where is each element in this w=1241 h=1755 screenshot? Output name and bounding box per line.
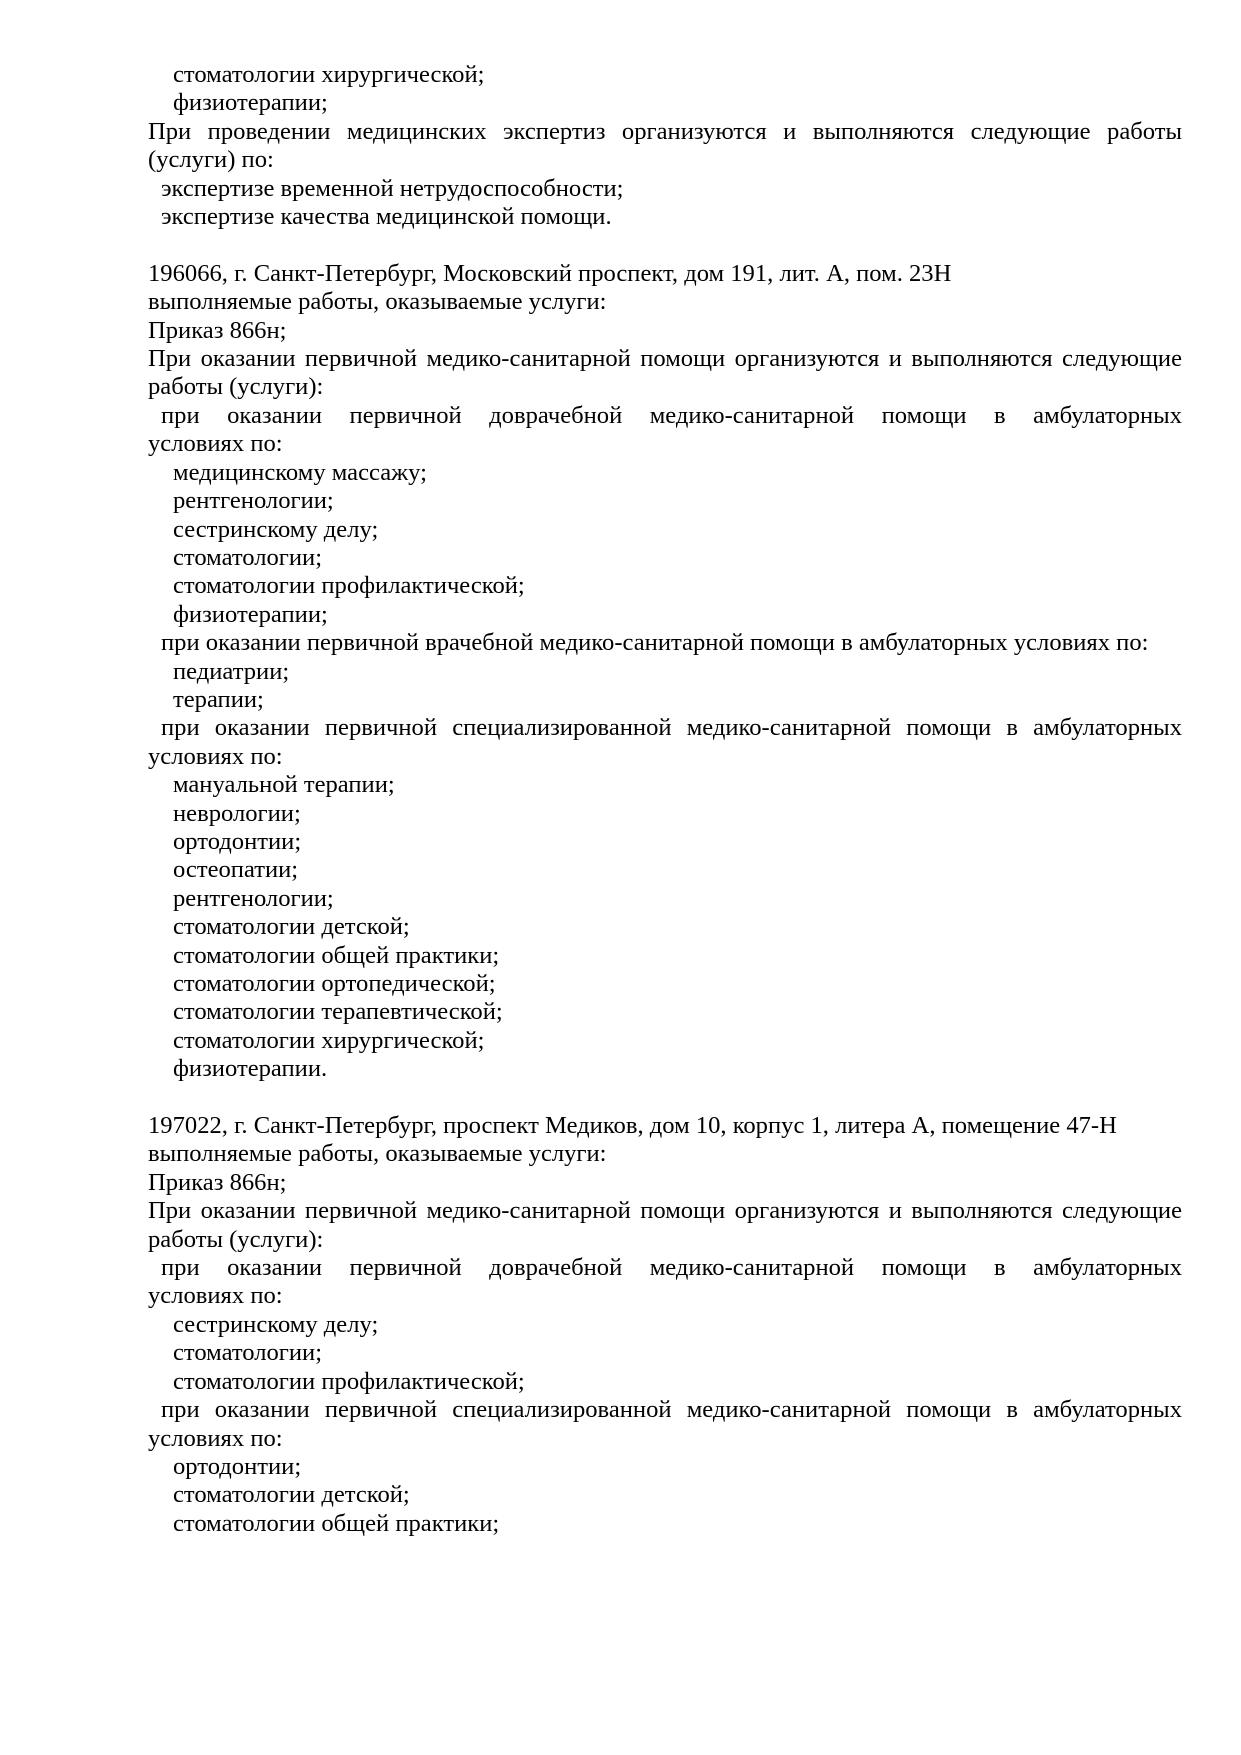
paragraph-line: работы (услуги): bbox=[148, 1225, 324, 1253]
care-type-heading: при оказании первичной доврачебной медико-санитарной помощи в амбулаторных bbox=[161, 401, 1182, 429]
service-item: стоматологии; bbox=[173, 1339, 323, 1367]
paragraph-line: (услуги) по: bbox=[148, 146, 274, 174]
expertise-item: экспертизе качества медицинской помощи. bbox=[161, 203, 612, 231]
service-item: медицинскому массажу; bbox=[173, 458, 427, 486]
section-spacer bbox=[148, 231, 1182, 259]
care-type-heading: условиях по: bbox=[148, 742, 283, 770]
section-address-197022 bbox=[148, 1112, 1182, 1538]
service-item: стоматологии профилактической; bbox=[173, 1367, 525, 1395]
service-item: стоматологии общей практики; bbox=[173, 941, 500, 969]
service-item: ортодонтии; bbox=[173, 827, 302, 855]
service-item: стоматологии ортопедической; bbox=[173, 970, 496, 997]
works-label: выполняемые работы, оказываемые услуги: bbox=[148, 1140, 607, 1168]
service-item: рентгенологии; bbox=[173, 884, 334, 912]
address-heading: 197022, г. Санкт-Петербург, проспект Медиков, дом 10, корпус 1, литера А, помещение 47-Н bbox=[148, 1112, 1117, 1140]
paragraph-line: работы (услуги): bbox=[148, 373, 324, 401]
care-type-heading: при оказании первичной доврачебной медико-санитарной помощи в амбулаторных bbox=[161, 1254, 1182, 1282]
paragraph-line: При оказании первичной медико-санитарной помощи организуются и выполняются следующие bbox=[148, 1197, 1182, 1225]
order-reference: Приказ 866н; bbox=[148, 1168, 287, 1196]
care-type-heading: условиях по: bbox=[148, 1424, 283, 1452]
care-type-heading: при оказании первичной специализированной медико-санитарной помощи в амбулаторных bbox=[161, 714, 1182, 742]
service-item: стоматологии хирургической; bbox=[173, 61, 485, 88]
service-item: физиотерапии; bbox=[173, 89, 328, 117]
section-continuation bbox=[148, 61, 1182, 231]
service-item: стоматологии профилактической; bbox=[173, 572, 525, 600]
address-heading: 196066, г. Санкт-Петербург, Московский проспект, дом 191, лит. А, пом. 23Н bbox=[148, 259, 952, 287]
service-item: ортодонтии; bbox=[173, 1452, 302, 1480]
paragraph-line: При оказании первичной медико-санитарной помощи организуются и выполняются следующие bbox=[148, 345, 1182, 373]
service-item: стоматологии терапевтической; bbox=[173, 998, 503, 1026]
order-reference: Приказ 866н; bbox=[148, 316, 287, 344]
service-item: педиатрии; bbox=[173, 657, 290, 685]
section-address-196066 bbox=[148, 260, 1182, 1084]
service-item: сестринскому делу; bbox=[173, 515, 379, 543]
service-item: мануальной терапии; bbox=[173, 771, 395, 799]
service-item: физиотерапии; bbox=[173, 600, 328, 628]
service-item: терапии; bbox=[173, 685, 264, 713]
care-type-heading: при оказании первичной специализированной медико-санитарной помощи в амбулаторных bbox=[161, 1396, 1182, 1424]
document-page bbox=[148, 61, 1182, 1538]
paragraph-line: При проведении медицинских экспертиз организуются и выполняются следующие работы bbox=[148, 117, 1182, 145]
works-label: выполняемые работы, оказываемые услуги: bbox=[148, 288, 607, 316]
service-item: стоматологии; bbox=[173, 543, 323, 571]
service-item: сестринскому делу; bbox=[173, 1310, 379, 1338]
service-item: остеопатии; bbox=[173, 856, 299, 884]
service-item: стоматологии общей практики; bbox=[173, 1509, 500, 1537]
care-type-heading: условиях по: bbox=[148, 1282, 283, 1310]
section-spacer bbox=[148, 1084, 1182, 1112]
expertise-item: экспертизе временной нетрудоспособности; bbox=[161, 174, 624, 202]
service-item: неврологии; bbox=[173, 799, 301, 827]
care-type-heading: при оказании первичной врачебной медико-санитарной помощи в амбулаторных условиях по: bbox=[161, 629, 1149, 657]
service-item: физиотерапии. bbox=[173, 1055, 328, 1083]
service-item: рентгенологии; bbox=[173, 487, 334, 515]
service-item: стоматологии хирургической; bbox=[173, 1026, 485, 1054]
care-type-heading: условиях по: bbox=[148, 430, 283, 458]
service-item: стоматологии детской; bbox=[173, 1481, 410, 1509]
service-item: стоматологии детской; bbox=[173, 913, 410, 941]
